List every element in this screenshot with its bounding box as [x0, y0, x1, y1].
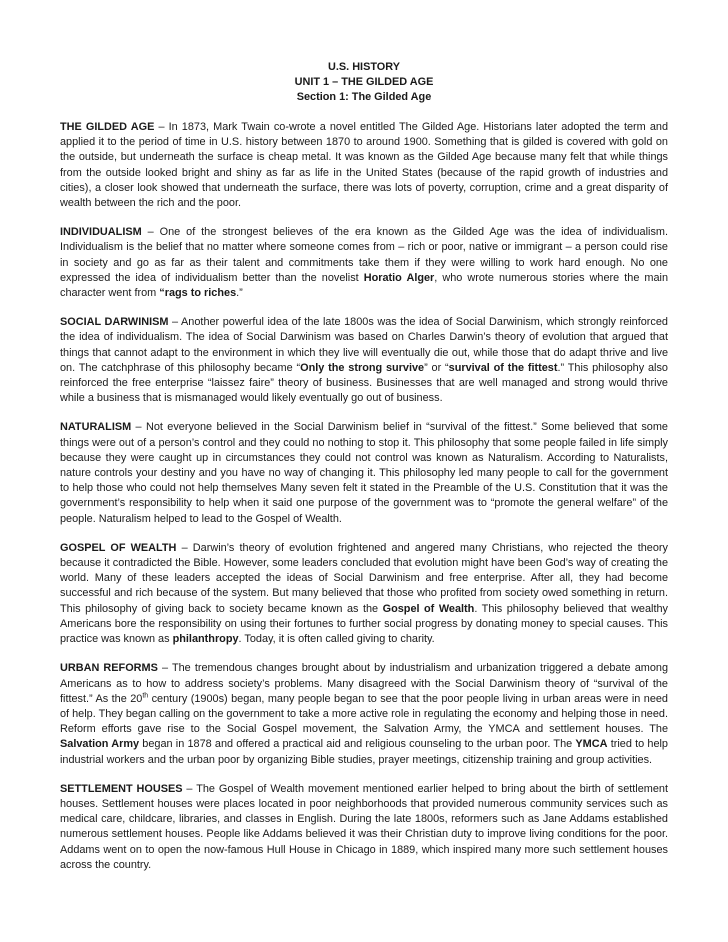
bold-term: philanthropy [172, 633, 239, 646]
section-title: Section 1: The Gilded Age [296, 91, 432, 103]
superscript: th [142, 692, 149, 700]
section-naturalism [60, 420, 668, 526]
section-text: – One of the strongest believes of the era known as the Gilded Age was the idea of individualism. Individualism is the belief that no matter where someone comes from – rich or poor, native or immigrant – a person could rise in society and go as far as their talent and commitments take them if they were willing to work hard enough. No one expressed the idea of individualism better than the novelist [60, 226, 668, 284]
document-header [60, 60, 668, 105]
section-heading: GOSPEL OF WEALTH [60, 541, 177, 554]
section-urban-reforms [60, 661, 668, 767]
bold-term: “rags to riches [159, 287, 237, 300]
section-text: . Today, it is often called giving to charity. [238, 633, 435, 646]
document-page [60, 60, 668, 887]
section-text: – The Gospel of Wealth movement mentioned earlier helped to bring about the birth of settlement houses. Settlement houses were places located in poor neighborhoods that provided numerous community services such as medical care, childcare, libraries, and classes in English. During the late 1800s, reformers such as Jane Addams established numerous settlement houses. People like Addams believed it was their Christian duty to improve living conditions for the poor. Addams went on to open the now-famous Hull House in Chicago in 1889, which inspired many more such settlement houses across the country. [60, 782, 668, 871]
section-settlement-houses [60, 782, 668, 873]
section-text: began in 1878 and offered a practical aid and religious counseling to the urban poor. The [139, 738, 576, 751]
section-text: .” [236, 287, 243, 300]
section-heading: INDIVIDUALISM [60, 226, 142, 239]
section-heading: NATURALISM [60, 421, 132, 434]
bold-term: Salvation Army [60, 738, 140, 751]
section-text: – Another powerful idea of the late 1800s was the idea of Social Darwinism, which strongly reinforced the idea of individualism. The idea of Social Darwinism was based on Charles Darwin’s theory of evolution that argued that things that cannot adapt to the environment in which they live will eventually die out, while those that do adapt thrive and live on. The catchphrase of this philosophy became “ [60, 316, 668, 374]
section-text: , who wrote numerous stories where the main character went from [60, 271, 668, 300]
bold-term: Gospel of Wealth [382, 602, 475, 615]
section-text: .” This philosophy also reinforced the free enterprise “laissez faire” theory of business. Businesses that are well managed and strong would thrive while a business that is mismanaged would likely eventually go out of business. [60, 361, 668, 405]
section-text: – Darwin’s theory of evolution frightened and angered many Christians, who rejected the theory because it contradicted the Bible. However, some leaders concluded that evolution might have been God’s way of creating the world. Many of these leaders accepted the ideas of Social Darwinism and free enterprise. After all, they had become successful and rich because of the system. But many believed that those who profited from society owed something in return. This philosophy of giving back to society became known as the [60, 541, 668, 615]
section-text: – In 1873, Mark Twain co-wrote a novel entitled The Gilded Age. Historians later adopted the term and applied it to the period of time in U.S. history between 1870 to around 1900. Something that is gilded is covered with gold on the outside, but underneath the surface is cheap metal. It was known as the Gilded Age because many felt that while things from the outside looked bright and shiny as far as life in the United States (because of the rapid growth of industries and cities), a closer look showed that underneath the surface, there was lots of poverty, corruption, crime and a great disparity of wealth between the rich and the poor. [60, 121, 668, 210]
section-heading: URBAN REFORMS [60, 662, 158, 675]
bold-term: Horatio Alger [363, 271, 435, 284]
section-gospel-of-wealth [60, 541, 668, 647]
section-heading: SOCIAL DARWINISM [60, 316, 169, 329]
section-text: – The tremendous changes brought about by industrialism and urbanization triggered a debate among Americans as to how to address society’s problems. Many disagreed with the Social Darwinism theory of “survival of the fittest.” As the 20 [60, 662, 668, 705]
section-text: tried to help industrial workers and the urban poor by organizing Bible studies, prayer meetings, citizenship training and group activities. [60, 738, 668, 766]
bold-term: YMCA [575, 738, 608, 751]
unit-title: UNIT 1 – THE GILDED AGE [294, 76, 434, 88]
section-text: – Not everyone believed in the Social Darwinism belief in “survival of the fittest.” Some believed that some things were out of a person’s control and they could no nothing to stop it. This philosophy that some people failed in life simply because they were caught up in circumstances they could not control was known as Naturalism. According to Naturalists, nature controls your destiny and you have no way of changing it. This philosophy led many people to call for the government to help those who could not help themselves Many seven felt it stated in the Preamble of the U.S. Constitution that it was the government’s responsibility to help when it said one purpose of the government was to “promote the general welfare” of the people. Naturalism helped to lead to the Gospel of Wealth. [60, 421, 668, 525]
section-social-darwinism [60, 315, 668, 406]
section-text: . This philosophy believed that wealthy Americans bore the responsibility on using their fortunes to further social progress by donating money to special causes. This practice was known as [60, 602, 668, 646]
section-heading: SETTLEMENT HOUSES [60, 782, 183, 795]
section-text: century (1900s) began, many people began to see that the poor people living in urban areas were in need of help. They began calling on the government to take a more active role in regulating the economy and helping those in need. Reform efforts gave rise to the Social Gospel movement, the Salvation Army, the YMCA and settlement houses. The [60, 692, 668, 736]
bold-term: Only the strong survive [300, 361, 425, 374]
section-heading: THE GILDED AGE [60, 121, 155, 133]
course-title: U.S. HISTORY [327, 61, 400, 73]
bold-term: survival of the fittest [448, 361, 558, 374]
section-gilded-age [60, 120, 668, 211]
section-individualism [60, 225, 668, 301]
section-text: ” or “ [424, 361, 449, 374]
